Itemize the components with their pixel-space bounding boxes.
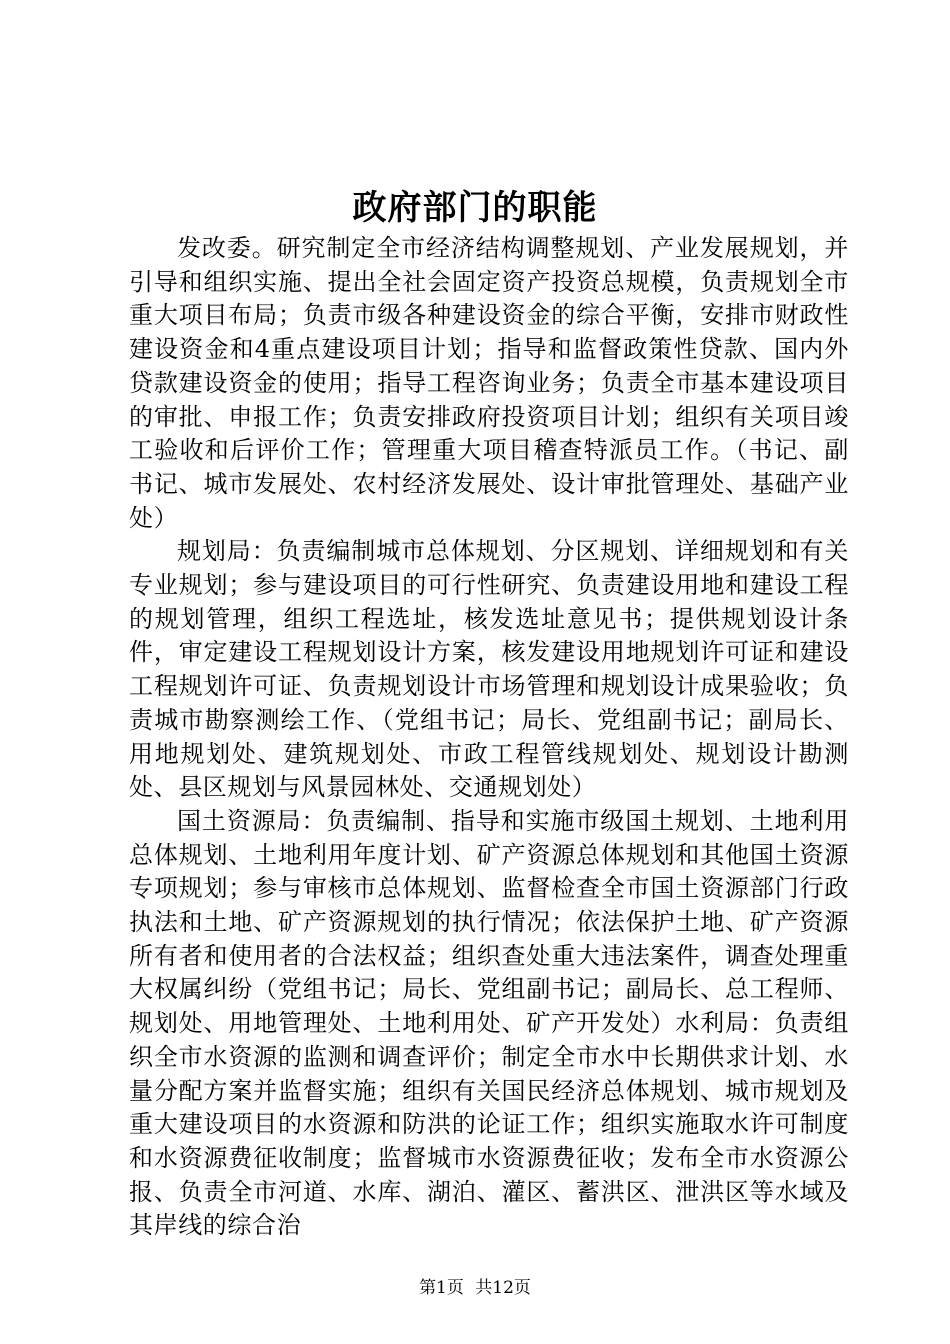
document-body <box>129 232 849 1243</box>
page-footer <box>0 1276 950 1300</box>
paragraph-guihuaju: 规划局：负责编制城市总体规划、分区规划、详细规划和有关专业规划；参与建设项目的可行性研究、负责建设用地和建设工程的规划管理，组织工程选址，核发选址意见书；提供规划设计条件，审定建设工程规划设计方案，核发建设用地规划许可证和建设工程规划许可证、负责规划设计市场管理和规划设计成果验收；负责城市勘察测绘工作、（党组书记；局长、党组副书记；副局长、用地规划处、建筑规划处、市政工程管线规划处、规划设计勘测处、县区规划与风景园林处、交通规划处） <box>129 537 849 802</box>
page-title: 政府部门的职能 <box>352 188 598 228</box>
page-number: 第1页 <box>419 1278 464 1298</box>
paragraph-guotuziyuanju: 国土资源局：负责编制、指导和实施市级国土规划、土地利用总体规划、土地利用年度计划、矿产资源总体规划和其他国土资源专项规划；参与审核市总体规划、监督检查全市国土资源部门行政执法和土地、矿产资源规划的执行情况；依法保护土地、矿产资源所有者和使用者的合法权益；组织查处重大违法案件，调查处理重大权属纠纷（党组书记；局长、党组副书记；副局长、总工程师、规划处、用地管理处、土地利用处、矿产开发处）水利局：负责组织全市水资源的监测和调查评价；制定全市水中长期供求计划、水量分配方案并监督实施；组织有关国民经济总体规划、城市规划及重大建设项目的水资源和防洪的论证工作；组织实施取水许可制度和水资源费征收制度；监督城市水资源费征收；发布全市水资源公报、负责全市河道、水库、湖泊、灌区、蓄洪区、泄洪区等水域及其岸线的综合治 <box>129 806 849 1240</box>
paragraph-fagaiwei: 发改委。研究制定全市经济结构调整规划、产业发展规划，并引导和组织实施、提出全社会固定资产投资总规模，负责规划全市重大项目布局；负责市级各种建设资金的综合平衡，安排市财政性建设资金和4重点建设项目计划；指导和监督政策性贷款、国内外贷款建设资金的使用；指导工程咨询业务；负责全市基本建设项目的审批、申报工作；负责安排政府投资项目计划；组织有关项目竣工验收和后评价工作；管理重大项目稽查特派员工作。（书记、副书记、城市发展处、农村经济发展处、设计审批管理处、基础产业处） <box>129 234 849 532</box>
page-total: 共12页 <box>475 1278 531 1298</box>
